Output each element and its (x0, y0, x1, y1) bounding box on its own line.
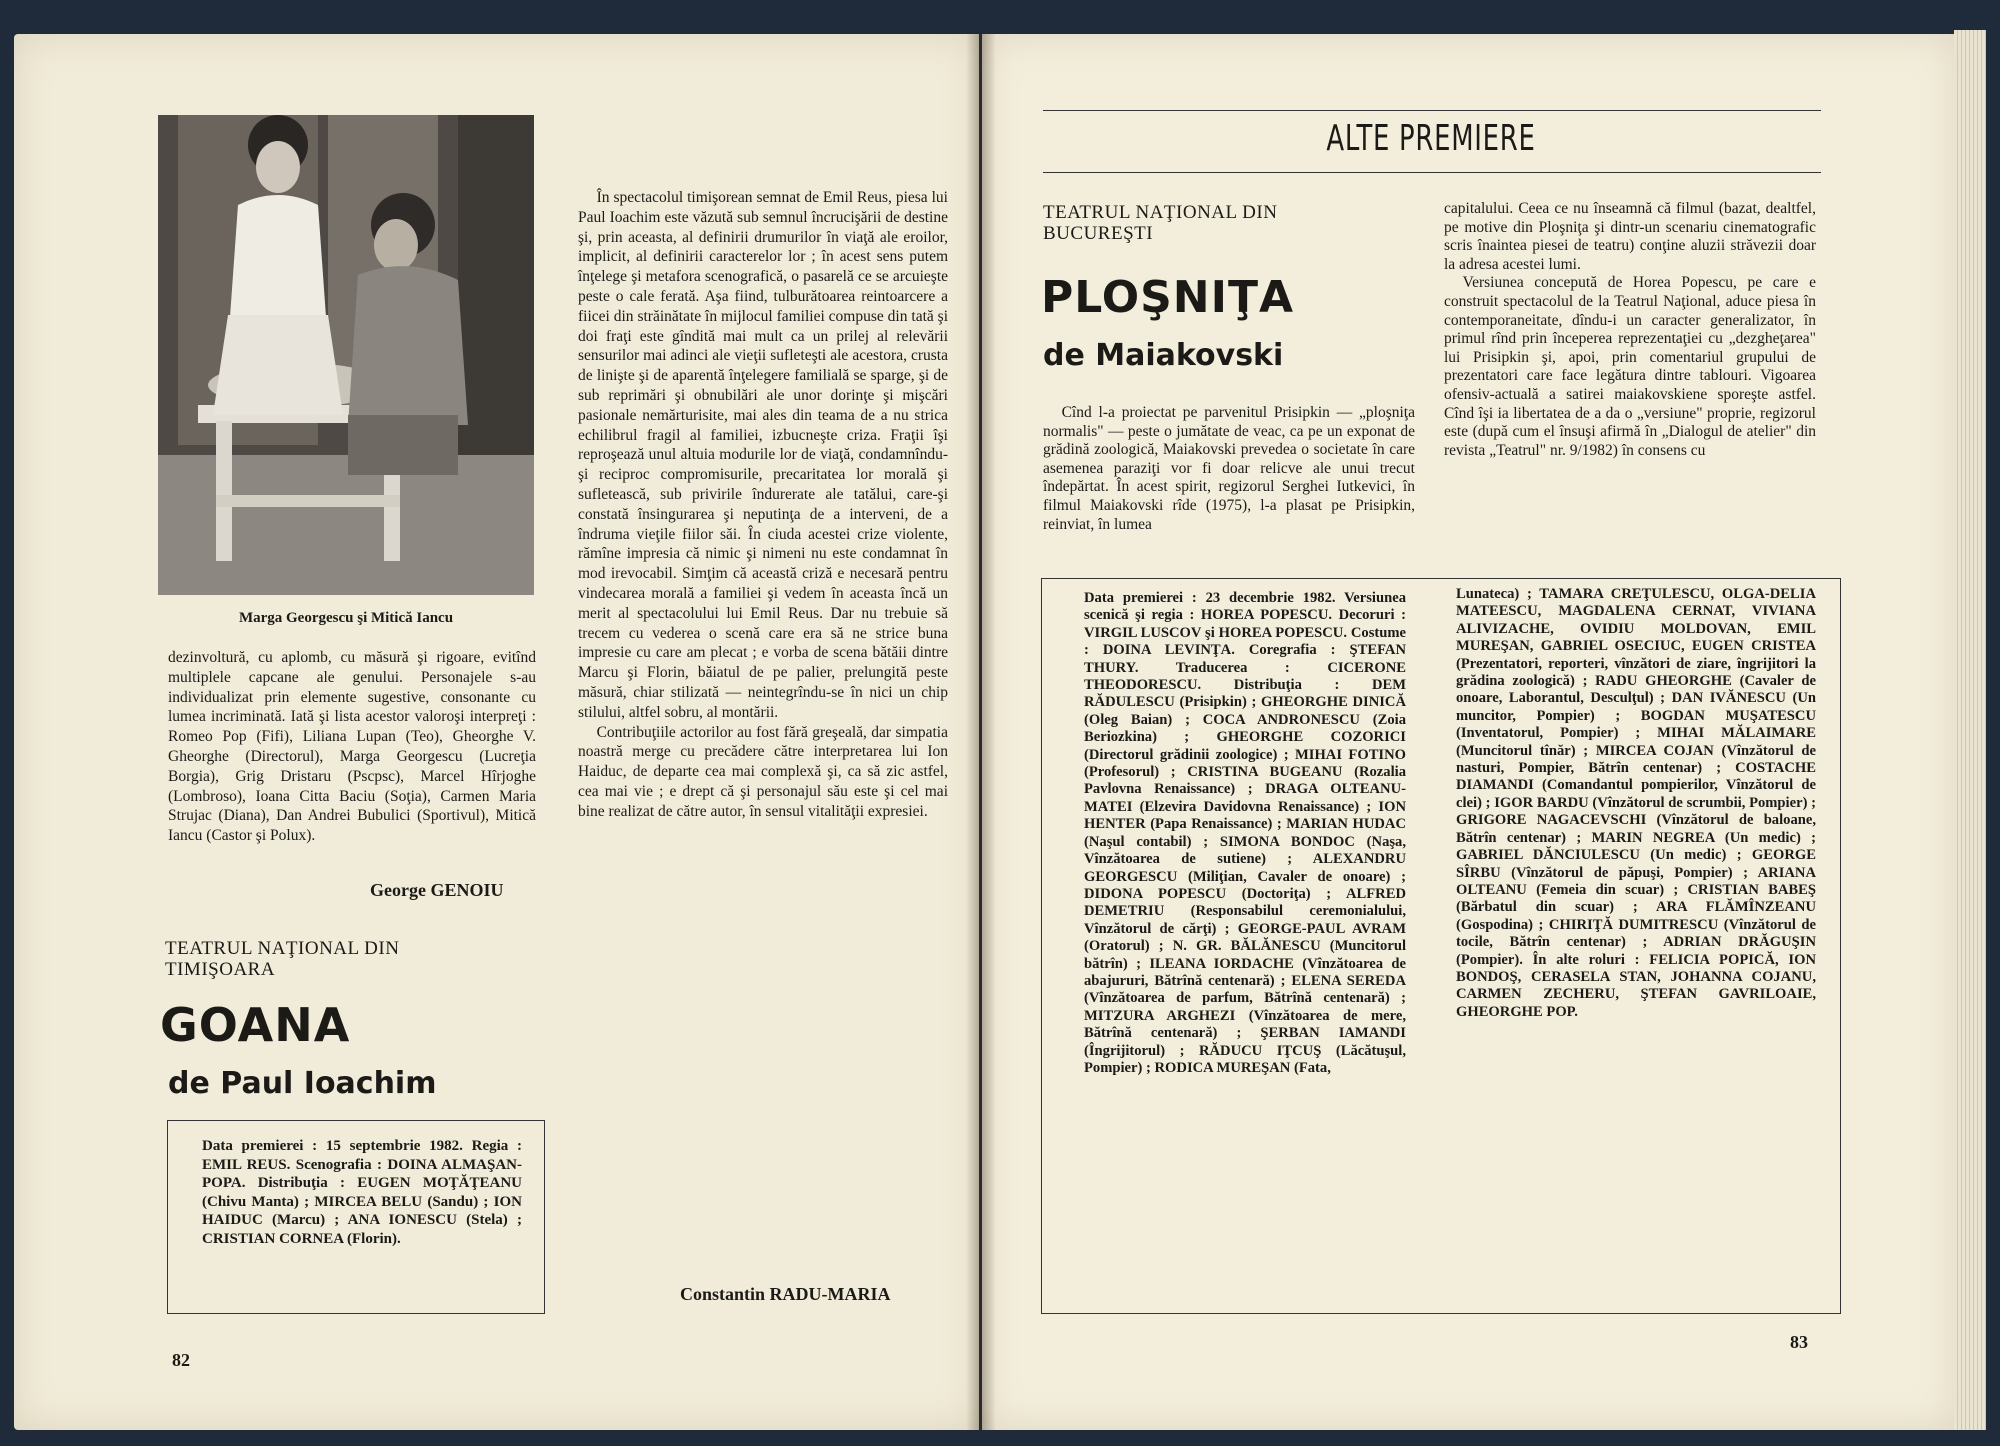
credits-col-2: Lunateca) ; TAMARA CREŢULESCU, OLGA-DELIA MATEESCU, MAGDALENA CERNAT, VIVIANA ALIVIZACHE, OVIDIU MOLDOVAN, EMIL MUREŞAN, GABRIEL OSECIUC, EUGEN CRISTEA (Prezentatori, reporteri, vînzători de ziare, îngrijitori la grădina zoologică) ; RADU GHEORGHE (Cavaler de onoare, Laborantul, Desculţul) ; DAN IVĂNESCU (Un muncitor, Pompier) ; BOGDAN MUŞATESCU (Inventatorul, Pompier) ; MIHAI MĂLAIMARE (Muncitorul tînăr) ; MIRCEA COJAN (Vînzătorul de nasturi, Pompier, Bătrîn centenar) ; COSTACHE DIAMANDI (Comandantul pompierilor, Vînzătorul de clei) ; IGOR BARDU (Vînzătorul de scrumbii, Pompier) ; GRIGORE NAGACEVSCHI (Vînzătorul de baloane, Bătrîn centenar) ; MARIN NEGREA (Un medic) ; GABRIEL DĂNCIULESCU (Un medic) ; GEORGE SÎRBU (Vînzătorul de păpuşi, Pompier) ; ARIANA OLTEANU (Femeia din scuar) ; CRISTIAN BABEŞ (Bărbatul din scuar) ; ARA FLĂMÎNZEANU (Gospodina) ; CHIRIŢĂ DUMITRESCU (Vînzătorul de tocile, Bătrîn centenar) ; ADRIAN DRĂGUŞIN (Pompier). În alte roluri : FELICIA POPICĂ, ION BONDOŞ, CERASELA STAN, JOHANNA COJANU, CARMEN ZECHERU, ŞTEFAN GAVRILOAIE, GHEORGHE POP. (1456, 586, 1816, 1020)
photo-caption: Marga Georgescu şi Mitică Iancu (238, 610, 454, 626)
book-gutter (966, 34, 996, 1430)
play-title-right: PLOŞNIŢA (1041, 272, 1295, 323)
credits-text: Data premierei : 15 septembrie 1982. Regia : EMIL REUS. Scenografia : DOINA ALMAŞAN-POPA. Distribuţia : EUGEN MOŢĂŢEANU (Chivu Manta) ; MIRCEA BELU (Sandu) ; ION HAIDUC (Marcu) ; ANA IONESCU (Stela) ; CRISTIAN CORNEA (Florin). (202, 1138, 522, 1247)
review-main-author: Constantin RADU-MARIA (680, 1284, 891, 1304)
stage-photo (158, 115, 534, 595)
header-rule-bottom (1043, 172, 1821, 173)
page-number-left: 82 (172, 1350, 190, 1370)
page-number-right: 83 (1790, 1332, 1808, 1352)
play-title: GOANA (160, 998, 351, 1052)
intro-text: Cînd l-a proiectat pe parvenitul Prisipkin — „ploşniţa normalis" — peste o jumătate de veac, ca pe un exponat de grădină zoologică, Maiakovski prevedea o societate în care asemenea paraziţi vor fi doar relicve ale unui trecut îndepărtat. În acest spirit, regizorul Serghei Iutkevici, în filmul Maiakovski rîde (1975), l-a plasat pe Prisipkin, reinviat, în lumea (1043, 404, 1415, 533)
theatre-name-right: TEATRUL NAŢIONAL DIN BUCUREŞTI (1043, 202, 1278, 244)
review-continuation: dezinvoltură, cu aplomb, cu măsură şi rigoare, evitînd multiplele capcane ale genului. Personajele s-au individualizat prin elemente sugestive, consonante cu lumea incriminată. Iată şi lista acestor valoroşi interpreţi : Romeo Pop (Fifi), Liliana Lupan (Teo), Gheorghe V. Gheorghe (Directorul), Marga Georgescu (Lucreţia Borgia), Grig Dristaru (Pscpsc), Marcel Hîrjoghe (Lombroso), Ioana Citta Baciu (Soţia), Carmen Maria Strujac (Diana), Dan Andrei Bubulici (Sportivul), Mitică Iancu (Castor şi Polux). (168, 649, 536, 845)
section-title: ALTE PREMIERE (1326, 118, 1536, 159)
credits-col-1: Data premierei : 23 decembrie 1982. Versiunea scenică şi regia : HOREA POPESCU. Decoruri : VIRGIL LUSCOV şi HOREA POPESCU. Costume : DOINA LEVINŢA. Coregrafia : ŞTEFAN THURY. Traducerea : CICERONE THEODORESCU. Distribuţia : DEM RĂDULESCU (Prisipkin) ; GHEORGHE DINICĂ (Oleg Baian) ; COCA ANDRONESCU (Zoia Beriozkina) ; GHEORGHE COZORICI (Directorul grădinii zoologice) ; MIHAI FOTINO (Profesorul) ; CRISTINA BUGEANU (Rozalia Pavlovna Renaissance) ; DRAGA OLTEANU-MATEI (Elzevira Davidovna Renaissance) ; ION HENTER (Papa Renaissance) ; MARIAN HUDAC (Naşul contabil) ; SIMONA BONDOC (Naşa, Vînzătoarea de sutiene) ; ALEXANDRU GEORGESCU (Miliţian, Cavaler de onoare) ; DIDONA POPESCU (Doctoriţa) ; ALFRED DEMETRIU (Responsabilul ceremonialului, Vînzătorul de cărţi) ; GEORGE-PAUL AVRAM (Oratorul) ; N. GR. BĂLĂNESCU (Muncitorul bătrîn) ; ILEANA IORDACHE (Vînzătoarea de abajururi, Bătrînă centenară) ; ELENA SEREDA (Vînzătoarea de parfum, Bătrînă centenară) ; MITZURA ARGHEZI (Vînzătoarea de mere, Bătrînă centenară) ; ŞERBAN IAMANDI (Îngrijitorul) ; RĂDUCU IŢCUŞ (Lăcătuşul, Pompier) ; RODICA MUREŞAN (Fata, (1084, 590, 1406, 1076)
play-author-right: de Maiakovski (1043, 338, 1284, 373)
review-main: În spectacolul timişorean semnat de Emil Reus, piesa lui Paul Ioachim este văzută sub semnul încrucişării de destine şi, prin aceasta, al definirii drumurilor în viaţă ale eroilor, implicit, al definirii caracterelor lor ; în acest sens putem înţelege şi metafora scenografică, o pasarelă ce se arcuieşte peste o cale ferată. Aşa fiind, tulburătoarea reintoarcere a fiicei din străinătate în mijlocul familiei compuse din tată şi doi fraţi este gîndită mai mult ca un prilej al relevării sensurilor mai adinci ale vieţii sufleteşti ale acestora, crusta de linişte şi de aparentă înţelegere familială se sparge, şi de sub reprimări şi obnubilări ale unor dorinţe şi mişcări pasionale nemărturisite, mai ales din teama de a nu strica echilibrul fragil al familiei, izbucneşte criza. Fraţii îşi reproşează unul altuia modurile lor de viaţă, condamnîndu-şi reciproc compromisurile, precaritatea lor morală şi sufletească, sub privirile îndurerate ale tatălui, care-şi constată însingurarea şi neputinţa de a interveni, de a îndruma vieţile fiilor săi. În ciuda acestei crize violente, rămîne impresia că nimic şi nimeni nu este condamnat în mod irevocabil. Simţim că această criză e necesară pentru vindecarea morală a familiei şi vedem în aceasta încă un merit al spectacolului lui Emil Reus. Dar nu trebuie să trecem cu vederea o scenă care era să ne strice buna impresie cu care am plecat ; e vorba de scena bătăii dintre Marcu şi Florin, băiatul de pe palier, prelungită peste măsură, chiar stilizată — neintegrîndu-se în nici un chip stilului, altfel sobru, al montării. Contribuţiile actorilor au fost fără greşeală, dar simpatia noastră merge cu precădere către interpretarea lui Ion Haiduc, de departe cea mai complexă şi, ca să zic astfel, cea mai vie ; e drept că şi personajul său este şi cel mai bine realizat de către autor, în sensul vitalităţii expresiei. (578, 189, 948, 820)
review-author: George GENOIU (370, 880, 504, 900)
theatre-name: TEATRUL NAŢIONAL DIN TIMIŞOARA (165, 938, 400, 980)
right-column-text: capitalului. Ceea ce nu înseamnă că filmul (bazat, dealtfel, pe motive din Ploşniţa şi dintr-un scenariu cinematografic scris înaintea piesei de teatru) conţine aluzii străvezii doar la adresa acestei lumi. Versiunea concepută de Horea Popescu, pe care e construit spectacolul de la Teatrul Naţional, aduce piesa în contemporaneitate, dîndu-i un caracter generalizator, în primul rînd prin începerea reprezentaţiei cu „dezgheţarea" lui Prisipkin şi, apoi, prin comentariul grupului de prezentatori care face legătura dintre tablouri. Vigoarea ofensiv-actuală a satirei maiakovskiene sporeşte astfel. Cînd îşi ia libertatea de a da o „versiune" proprie, regizorul este (după cum el însuşi afirmă în „Dialogul de atelier" din revista „Teatrul" nr. 9/1982) în consens cu (1444, 200, 1816, 459)
play-author: de Paul Ioachim (168, 1066, 437, 1101)
header-rule-top (1043, 110, 1821, 111)
page-edges (1954, 30, 1986, 1430)
